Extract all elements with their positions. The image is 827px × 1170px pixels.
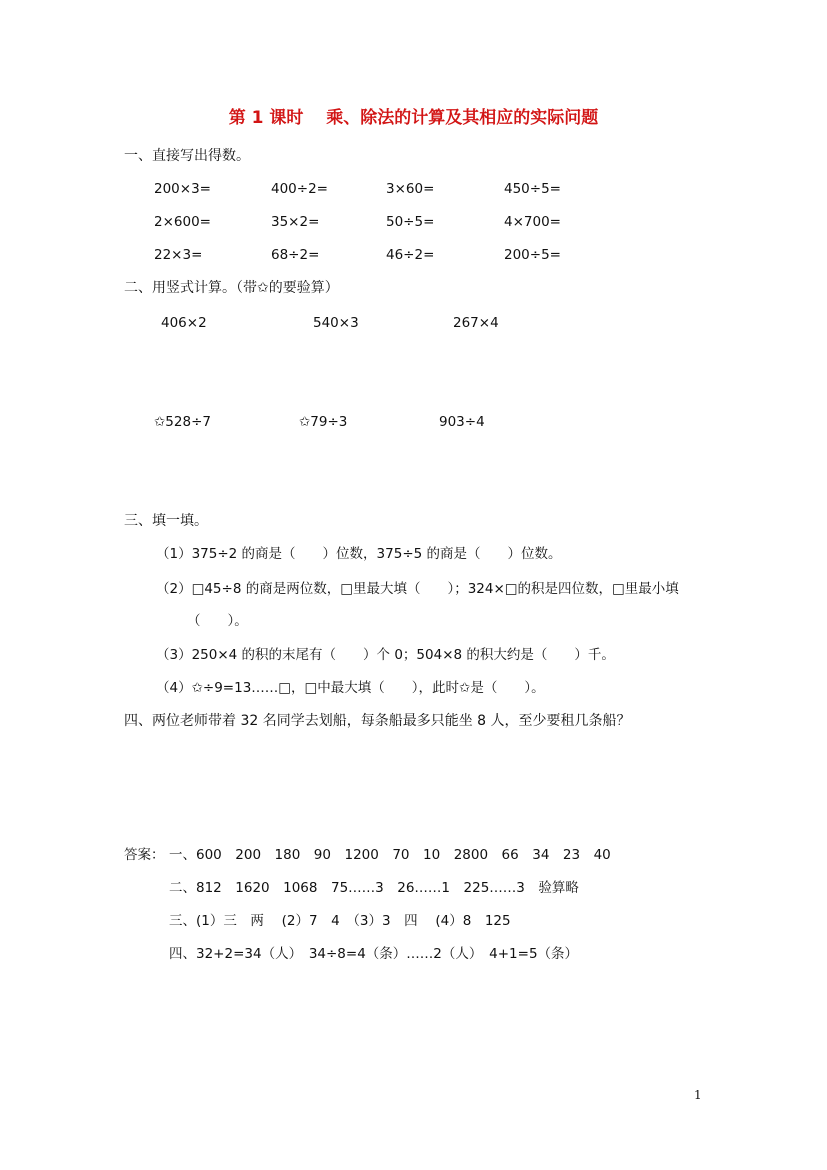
answer-line-4: 四、32+2=34（人） 34÷8=4（条）……2（人） 4+1=5（条） xyxy=(169,946,579,962)
problem-1-11: 46÷2= xyxy=(386,247,435,263)
vertical-calc-5: ✩79÷3 xyxy=(299,414,348,430)
problem-1-10: 68÷2= xyxy=(271,247,320,263)
page-title: 第 1 课时 乘、除法的计算及其相应的实际问题 xyxy=(228,108,599,128)
answer-line-2: 二、812 1620 1068 75……3 26……1 225……3 验算略 xyxy=(169,880,579,896)
vertical-calc-4: ✩528÷7 xyxy=(154,414,211,430)
problem-1-6: 35×2= xyxy=(271,214,320,230)
answers-label: 答案： xyxy=(124,847,165,863)
answer-line-3: 三、(1）三 两 (2）7 4 （3）3 四 (4）8 125 xyxy=(169,913,511,929)
problem-1-5: 2×600= xyxy=(154,214,211,230)
fill-item-3: （3）250×4 的积的末尾有（ ）个 0；504×8 的积大约是（ ）千。 xyxy=(156,647,615,663)
vertical-calc-6: 903÷4 xyxy=(439,414,485,430)
vertical-calc-3: 267×4 xyxy=(453,315,499,331)
section-4-word-problem: 四、两位老师带着 32 名同学去划船，每条船最多只能坐 8 人，至少要租几条船？ xyxy=(124,713,631,729)
vertical-calc-1: 406×2 xyxy=(161,315,207,331)
vertical-calc-2: 540×3 xyxy=(313,315,359,331)
problem-1-7: 50÷5= xyxy=(386,214,435,230)
problem-1-1: 200×3= xyxy=(154,181,211,197)
section-1-heading: 一、直接写出得数。 xyxy=(124,148,250,164)
problem-1-12: 200÷5= xyxy=(504,247,561,263)
problem-1-2: 400÷2= xyxy=(271,181,328,197)
problem-1-9: 22×3= xyxy=(154,247,203,263)
problem-1-3: 3×60= xyxy=(386,181,435,197)
fill-item-1: （1）375÷2 的商是（ ）位数，375÷5 的商是（ ）位数。 xyxy=(156,546,562,562)
problem-1-8: 4×700= xyxy=(504,214,561,230)
answer-line-1: 一、600 200 180 90 1200 70 10 2800 66 34 23 40 xyxy=(169,847,611,863)
fill-item-2: （2）□45÷8 的商是两位数，□里最大填（ ）；324×□的积是四位数，□里最小填 xyxy=(156,581,679,597)
fill-item-2-cont: （ ）。 xyxy=(187,613,248,629)
section-2-heading: 二、用竖式计算。（带✩的要验算） xyxy=(124,280,339,296)
page-number: 1 xyxy=(694,1088,702,1102)
fill-item-4: （4）✩÷9=13……□，□中最大填（ ），此时✩是（ ）。 xyxy=(156,680,545,696)
problem-1-4: 450÷5= xyxy=(504,181,561,197)
section-3-heading: 三、填一填。 xyxy=(124,513,208,529)
